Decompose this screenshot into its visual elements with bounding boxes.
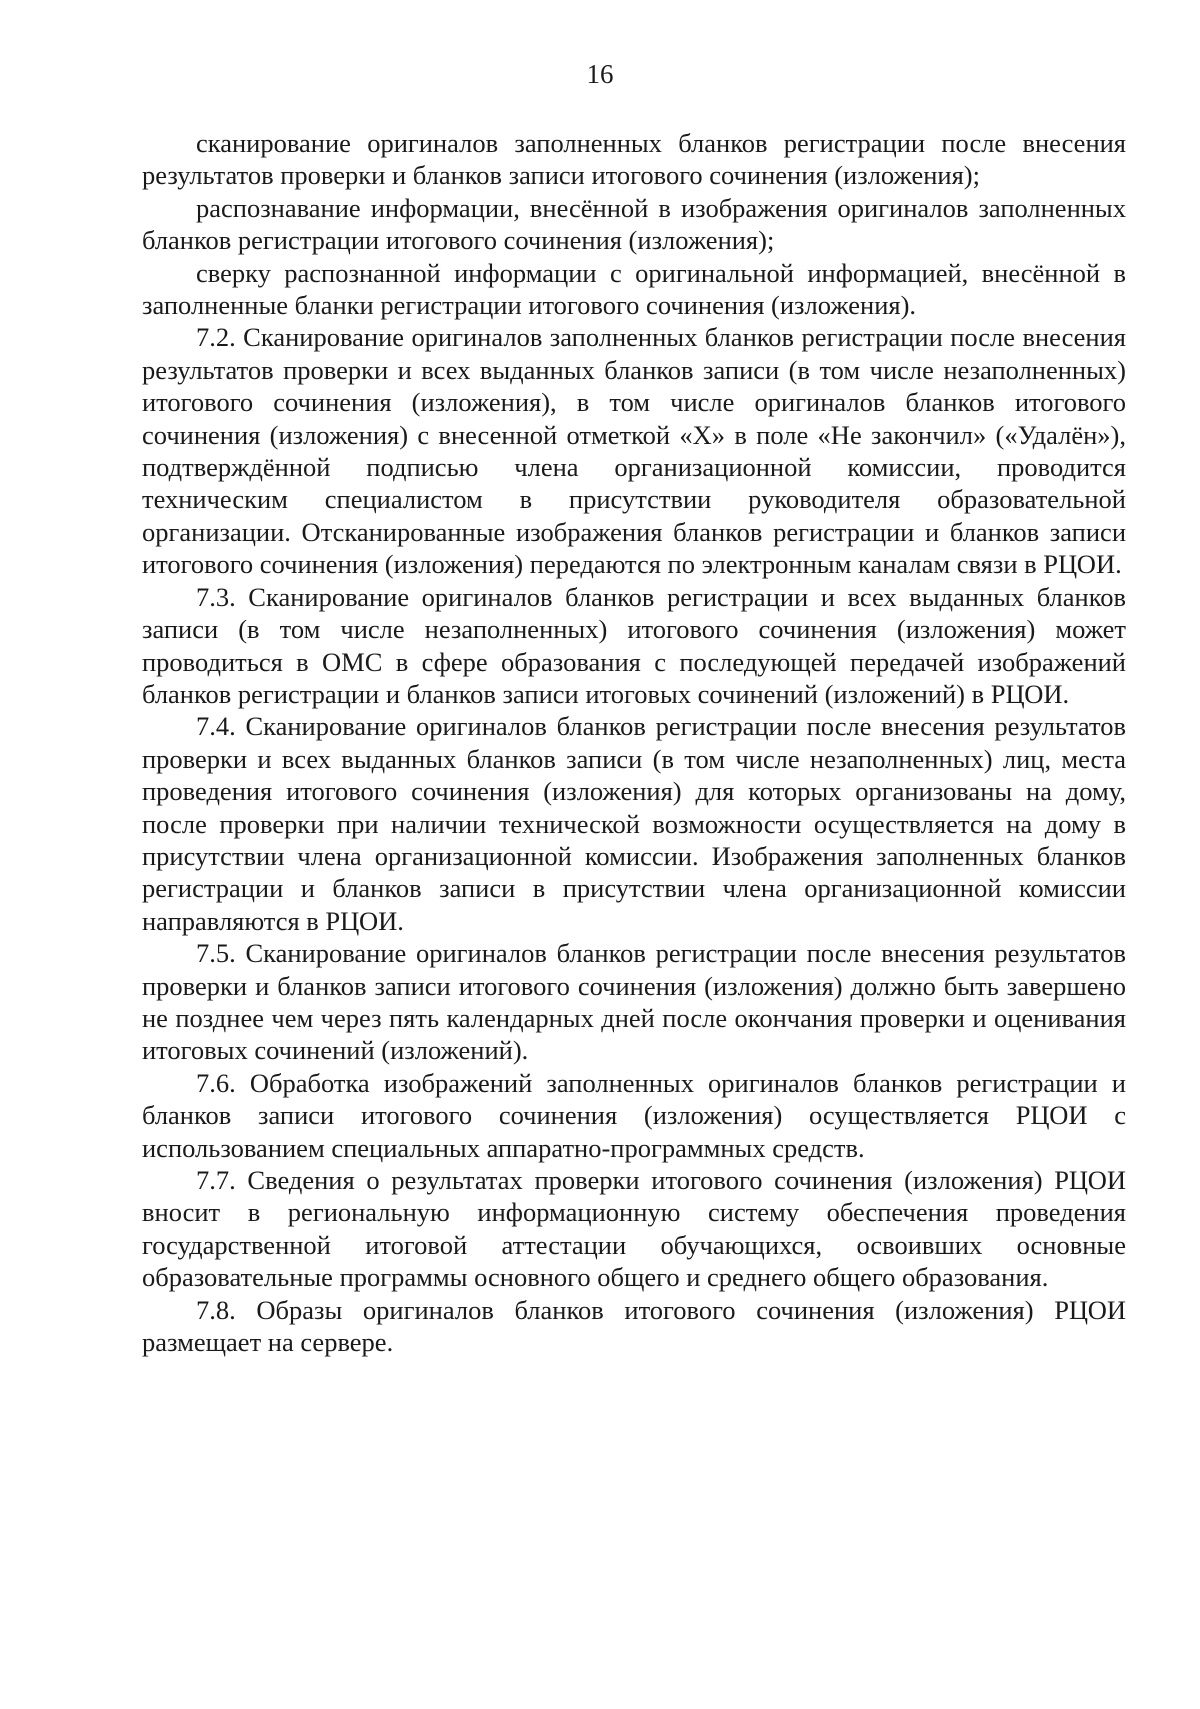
- paragraph-7-5: 7.5. Сканирование оригиналов бланков регистрации после внесения результатов проверки и бланков записи итогового сочинения (изложения) должно быть завершено не позднее чем через пять календарных дней после окончания проверки и оценивания итоговых сочинений (изложений).: [142, 938, 1126, 1066]
- paragraph-scanning-originals: сканирование оригиналов заполненных бланков регистрации после внесения результатов проверки и бланков записи итогового сочинения (изложения);: [142, 128, 1126, 191]
- document-body: [142, 127, 1126, 1358]
- paragraph-verification: сверку распознанной информации с оригинальной информацией, внесённой в заполненные бланки регистрации итогового сочинения (изложения).: [142, 257, 1126, 321]
- paragraph-7-6: 7.6. Обработка изображений заполненных оригиналов бланков регистрации и бланков записи итогового сочинения (изложения) осуществляется РЦОИ с использованием специальных аппаратно-программных средств.: [142, 1067, 1126, 1163]
- page-number: 16: [586, 59, 614, 89]
- paragraph-7-4: 7.4. Сканирование оригиналов бланков регистрации после внесения результатов проверки и всех выданных бланков записи (в том числе незаполненных) лиц, места проведения итогового сочинения (изложения) для которых организованы на дому, после проверки при наличии технической возможности осуществляется на дому в присутствии члена организационной комиссии. Изображения заполненных бланков регистрации и бланков записи в присутствии члена организационной комиссии направляются в РЦОИ.: [142, 711, 1126, 936]
- paragraph-7-2: 7.2. Сканирование оригиналов заполненных бланков регистрации после внесения результатов проверки и всех выданных бланков записи (в том числе незаполненных) итогового сочинения (изложения), в том числе оригиналов бланков итогового сочинения (изложения) с внесенной отметкой «Х» в поле «Не закончил» («Удалён»), подтверждённой подписью члена организационной комиссии, проводится техническим специалистом в присутствии руководителя образовательной организации. Отсканированные изображения бланков регистрации и бланков записи итогового сочинения (изложения) передаются по электронным каналам связи в РЦОИ.: [142, 322, 1126, 580]
- paragraph-recognition: распознавание информации, внесённой в изображения оригиналов заполненных бланков регистрации итогового сочинения (изложения);: [142, 192, 1126, 256]
- paragraph-7-8: 7.8. Образы оригиналов бланков итогового сочинения (изложения) РЦОИ размещает на сервере.: [142, 1294, 1126, 1358]
- paragraph-7-7: 7.7. Сведения о результатах проверки итогового сочинения (изложения) РЦОИ вносит в региональную информационную систему обеспечения проведения государственной итоговой аттестации обучающихся, освоивших основные образовательные программы основного общего и среднего общего образования.: [142, 1165, 1126, 1293]
- paragraph-7-3: 7.3. Сканирование оригиналов бланков регистрации и всех выданных бланков записи (в том числе незаполненных) итогового сочинения (изложения) может проводиться в ОМС в сфере образования с последующей передачей изображений бланков регистрации и бланков записи итоговых сочинений (изложений) в РЦОИ.: [142, 581, 1126, 709]
